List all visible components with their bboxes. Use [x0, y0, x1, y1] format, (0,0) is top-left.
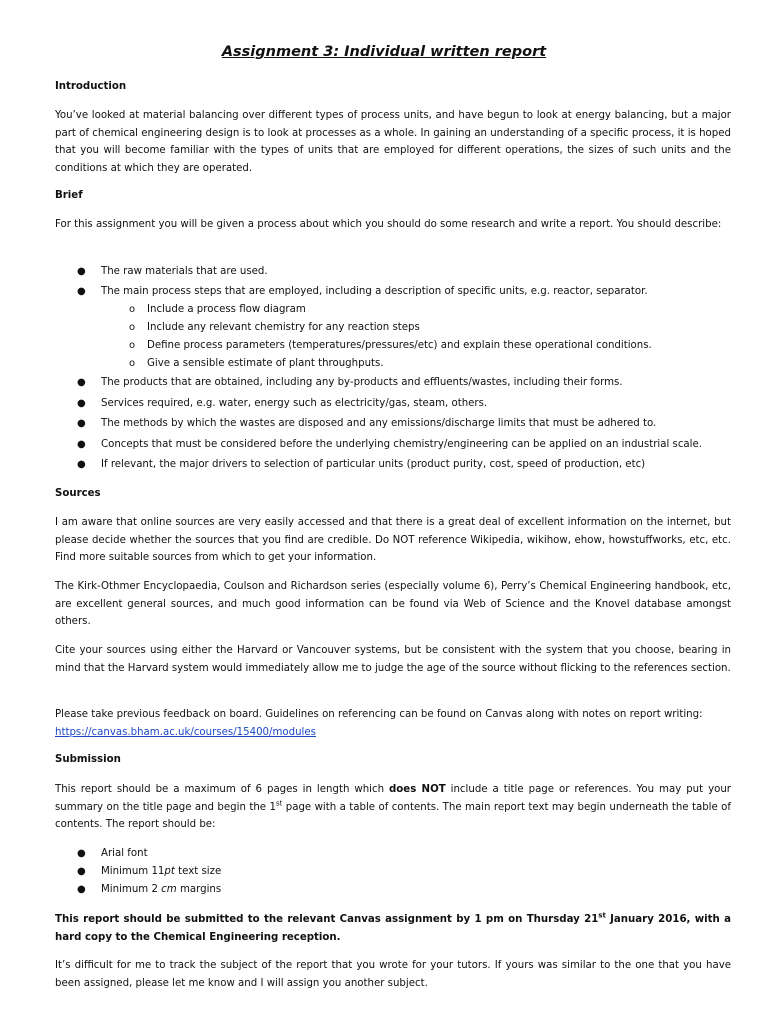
sources-paragraph-2: The Kirk-Othmer Encyclopaedia, Coulson and Richardson series (especially volume 6), Perry’s Chemical Engineering handbook, etc, are excellent general sources, and much good information can be found via Web of Science and the Knovel database amongst others.: [55, 581, 731, 627]
introduction-heading: Introduction: [55, 81, 127, 92]
list-item: ● The products that are obtained, including any by-products and effluents/wastes, including their forms.: [77, 377, 623, 388]
bullet-icon: ●: [77, 377, 86, 388]
list-item: ● Minimum 2 cm margins: [77, 884, 222, 895]
bullet-icon: ●: [77, 459, 86, 470]
list-item: ● If relevant, the major drivers to selection of particular units (product purity, cost, speed of production, etc): [77, 459, 646, 470]
sublist-item: o Define process parameters (temperatures/pressures/etc) and explain these operational conditions.: [129, 340, 652, 351]
sources-heading: Sources: [55, 488, 101, 499]
brief-list-continued: [55, 377, 731, 480]
bullet-icon: ●: [77, 397, 86, 409]
page-title: Assignment 3: Individual written report: [221, 44, 547, 60]
list-item: ● The main process steps that are employed, including a description of specific units, e.g. reactor, separator.: [77, 286, 648, 297]
bullet-icon: ●: [77, 286, 86, 297]
bullet-icon: ●: [77, 866, 86, 877]
deadline-paragraph: This report should be submitted to the relevant Canvas assignment by 1 pm on Thursday 21st January 2016, with a hard copy to the Chemical Engineering reception.: [55, 911, 731, 943]
list-item: ● Minimum 11pt text size: [77, 866, 222, 877]
brief-sublist: [55, 304, 731, 376]
circle-bullet-icon: o: [129, 358, 136, 369]
canvas-modules-link[interactable]: https://canvas.bham.ac.uk/courses/15400/modules: [55, 726, 316, 738]
format-list: [55, 848, 731, 902]
circle-bullet-icon: o: [129, 322, 136, 333]
sources-paragraph-4: Please take previous feedback on board. Guidelines on referencing can be found on Canvas along with notes on report writing: https://canvas.bham.ac.uk/courses/15400/modules: [55, 709, 703, 738]
list-item: ● The methods by which the wastes are disposed and any emissions/discharge limits that must be adhered to.: [77, 418, 657, 429]
bullet-icon: ●: [77, 848, 86, 859]
circle-bullet-icon: o: [129, 340, 136, 351]
submission-heading: Submission: [55, 754, 121, 765]
circle-bullet-icon: o: [129, 304, 136, 315]
sources-paragraph-3: Cite your sources using either the Harvard or Vancouver systems, but be consistent with the system that you choose, bearing in mind that the Harvard system would immediately allow me to judge the age of the source without flicking to the references section.: [55, 645, 731, 674]
sublist-item: o Include any relevant chemistry for any reaction steps: [129, 322, 420, 333]
list-item: ● Arial font: [77, 848, 148, 859]
bullet-icon: ●: [77, 438, 86, 450]
list-item: ● Services required, e.g. water, energy such as electricity/gas, steam, others.: [77, 397, 488, 409]
brief-heading: Brief: [55, 190, 83, 201]
list-item: ● Concepts that must be considered before the underlying chemistry/engineering can be applied on an industrial scale.: [77, 438, 703, 450]
final-paragraph: It’s difficult for me to track the subject of the report that you wrote for your tutors. If yours was similar to the one that you have been assigned, please let me know and I will assign you another subject.: [55, 960, 731, 989]
list-item: ● The raw materials that are used.: [77, 266, 268, 277]
submission-paragraph: This report should be a maximum of 6 pages in length which does NOT include a title page or references. You may put your summary on the title page and begin the 1st page with a table of contents. The main report text may begin underneath the table of contents. The report should be:: [55, 784, 731, 830]
brief-paragraph: For this assignment you will be given a process about which you should do some research and write a report. You should describe:: [55, 219, 722, 230]
bullet-icon: ●: [77, 418, 86, 429]
sublist-item: o Give a sensible estimate of plant throughputs.: [129, 358, 384, 369]
sublist-item: o Include a process flow diagram: [129, 304, 306, 315]
sources-paragraph-1: I am aware that online sources are very easily accessed and that there is a great deal of excellent information on the internet, but please decide whether the sources that you find are credible. Do NOT reference Wikipedia, wikihow, ehow, howstuffworks, etc, etc. Find more suitable sources from which to get your information.: [55, 517, 731, 563]
brief-list: [55, 266, 731, 304]
bullet-icon: ●: [77, 266, 86, 277]
introduction-paragraph: You’ve looked at material balancing over different types of process units, and have begun to look at energy balancing, but a major part of chemical engineering design is to look at processes as a whole. In gaining an understanding of a specific process, it is hoped that you will become familiar with the types of units that are employed for different operations, the sizes of such units and the conditions at which they are operated.: [55, 110, 731, 174]
bullet-icon: ●: [77, 884, 86, 895]
